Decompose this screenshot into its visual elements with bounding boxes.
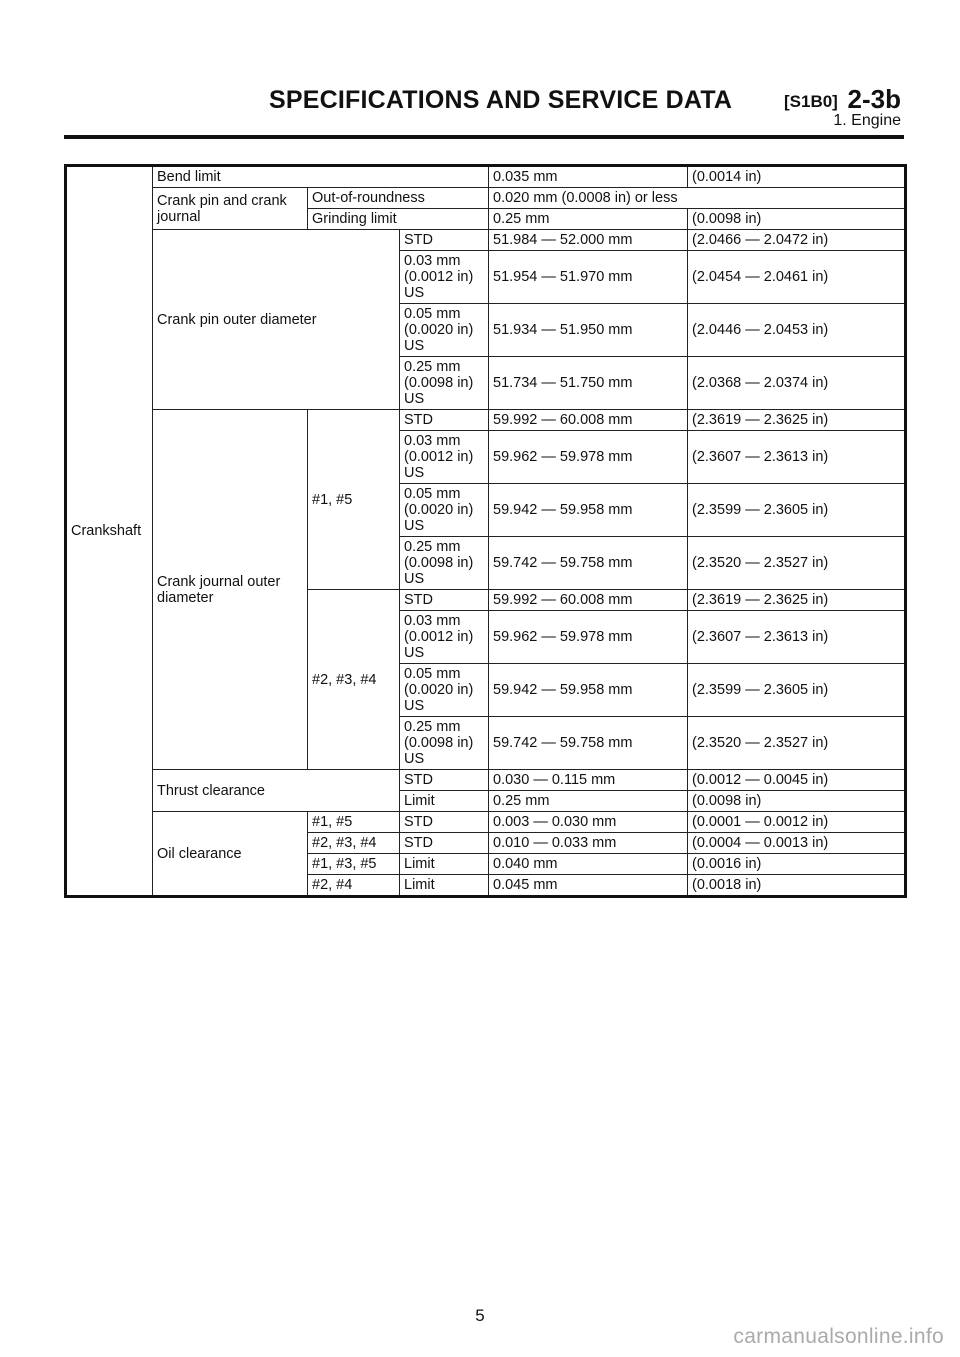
table-row (66, 230, 906, 251)
mm-cell: 59.962 — 59.978 mm (489, 431, 688, 484)
in-cell: (2.3619 — 2.3625 in) (688, 410, 906, 431)
mm-cell: 51.734 — 51.750 mm (489, 357, 688, 410)
mm-cell: 0.003 — 0.030 mm (489, 812, 688, 833)
in-cell: (0.0004 — 0.0013 in) (688, 833, 906, 854)
in-cell: (0.0001 — 0.0012 in) (688, 812, 906, 833)
journals-cell: #2, #3, #4 (308, 833, 400, 854)
size-cell: STD (400, 230, 489, 251)
page-number: 5 (475, 1306, 485, 1325)
bend-limit-mm: 0.035 mm (489, 166, 688, 188)
mm-cell: 0.040 mm (489, 854, 688, 875)
size-cell: 0.25 mm (0.0098 in) US (400, 357, 489, 410)
component-cell: Crankshaft (66, 166, 153, 897)
journal-group-label: #1, #5 (308, 410, 400, 590)
mm-cell: 51.934 — 51.950 mm (489, 304, 688, 357)
crankshaft-spec-table (64, 164, 907, 898)
bend-limit-label: Bend limit (153, 166, 489, 188)
out-of-round-label: Out-of-roundness (308, 188, 489, 209)
mm-cell: 59.992 — 60.008 mm (489, 590, 688, 611)
in-cell: (2.3607 — 2.3613 in) (688, 431, 906, 484)
type-cell: Limit (400, 854, 489, 875)
size-cell: STD (400, 590, 489, 611)
in-cell: (2.3520 — 2.3527 in) (688, 537, 906, 590)
out-of-round-value: 0.020 mm (0.0008 in) or less (489, 188, 906, 209)
in-cell: (2.0446 — 2.0453 in) (688, 304, 906, 357)
grinding-limit-label: Grinding limit (308, 209, 489, 230)
bend-limit-in: (0.0014 in) (688, 166, 906, 188)
table-row (66, 410, 906, 431)
mm-cell: 0.045 mm (489, 875, 688, 897)
type-cell: STD (400, 812, 489, 833)
in-cell: (2.0368 — 2.0374 in) (688, 357, 906, 410)
size-cell: STD (400, 410, 489, 431)
oil-label: Oil clearance (153, 812, 308, 897)
in-cell: (0.0012 — 0.0045 in) (688, 770, 906, 791)
size-cell: 0.05 mm (0.0020 in) US (400, 304, 489, 357)
pin-od-label: Crank pin outer diameter (153, 230, 400, 410)
table-row (66, 166, 906, 188)
header-rule (64, 135, 904, 139)
mm-cell: 59.742 — 59.758 mm (489, 717, 688, 770)
pin-journal-label: Crank pin and crank journal (153, 188, 308, 230)
mm-cell: 51.954 — 51.970 mm (489, 251, 688, 304)
in-cell: (0.0016 in) (688, 854, 906, 875)
in-cell: (2.0466 — 2.0472 in) (688, 230, 906, 251)
mm-cell: 59.992 — 60.008 mm (489, 410, 688, 431)
in-cell: (2.3599 — 2.3605 in) (688, 484, 906, 537)
in-cell: (2.3619 — 2.3625 in) (688, 590, 906, 611)
in-cell: (0.0098 in) (688, 791, 906, 812)
size-cell: 0.25 mm (0.0098 in) US (400, 537, 489, 590)
journal-group-label: #2, #3, #4 (308, 590, 400, 770)
table-row (66, 188, 906, 209)
mm-cell: 0.030 — 0.115 mm (489, 770, 688, 791)
page-header (64, 86, 904, 136)
journals-cell: #2, #4 (308, 875, 400, 897)
grinding-limit-mm: 0.25 mm (489, 209, 688, 230)
size-cell: 0.25 mm (0.0098 in) US (400, 717, 489, 770)
size-cell: 0.05 mm (0.0020 in) US (400, 664, 489, 717)
size-cell: 0.03 mm (0.0012 in) US (400, 431, 489, 484)
size-cell: 0.03 mm (0.0012 in) US (400, 611, 489, 664)
type-cell: STD (400, 833, 489, 854)
mm-cell: 0.25 mm (489, 791, 688, 812)
mm-cell: 59.942 — 59.958 mm (489, 664, 688, 717)
journals-cell: #1, #3, #5 (308, 854, 400, 875)
in-cell: (2.3607 — 2.3613 in) (688, 611, 906, 664)
size-cell: 0.03 mm (0.0012 in) US (400, 251, 489, 304)
size-cell: 0.05 mm (0.0020 in) US (400, 484, 489, 537)
table-row (66, 770, 906, 791)
journal-od-label: Crank journal outer diameter (153, 410, 308, 770)
thrust-label: Thrust clearance (153, 770, 400, 812)
watermark: carmanualsonline.info (733, 1325, 944, 1348)
journals-cell: #1, #5 (308, 812, 400, 833)
subsection-title: 1. Engine (833, 112, 901, 129)
mm-cell: 59.962 — 59.978 mm (489, 611, 688, 664)
mm-cell: 59.742 — 59.758 mm (489, 537, 688, 590)
type-cell: STD (400, 770, 489, 791)
mm-cell: 0.010 — 0.033 mm (489, 833, 688, 854)
mm-cell: 51.984 — 52.000 mm (489, 230, 688, 251)
type-cell: Limit (400, 791, 489, 812)
in-cell: (0.0018 in) (688, 875, 906, 897)
table-row (66, 812, 906, 833)
mm-cell: 59.942 — 59.958 mm (489, 484, 688, 537)
page-title: SPECIFICATIONS AND SERVICE DATA (269, 86, 733, 114)
section-code: [S1B0] (784, 92, 838, 111)
in-cell: (2.3599 — 2.3605 in) (688, 664, 906, 717)
in-cell: (2.0454 — 2.0461 in) (688, 251, 906, 304)
grinding-limit-in: (0.0098 in) (688, 209, 906, 230)
in-cell: (2.3520 — 2.3527 in) (688, 717, 906, 770)
section-number: 2-3b (847, 84, 901, 114)
type-cell: Limit (400, 875, 489, 897)
